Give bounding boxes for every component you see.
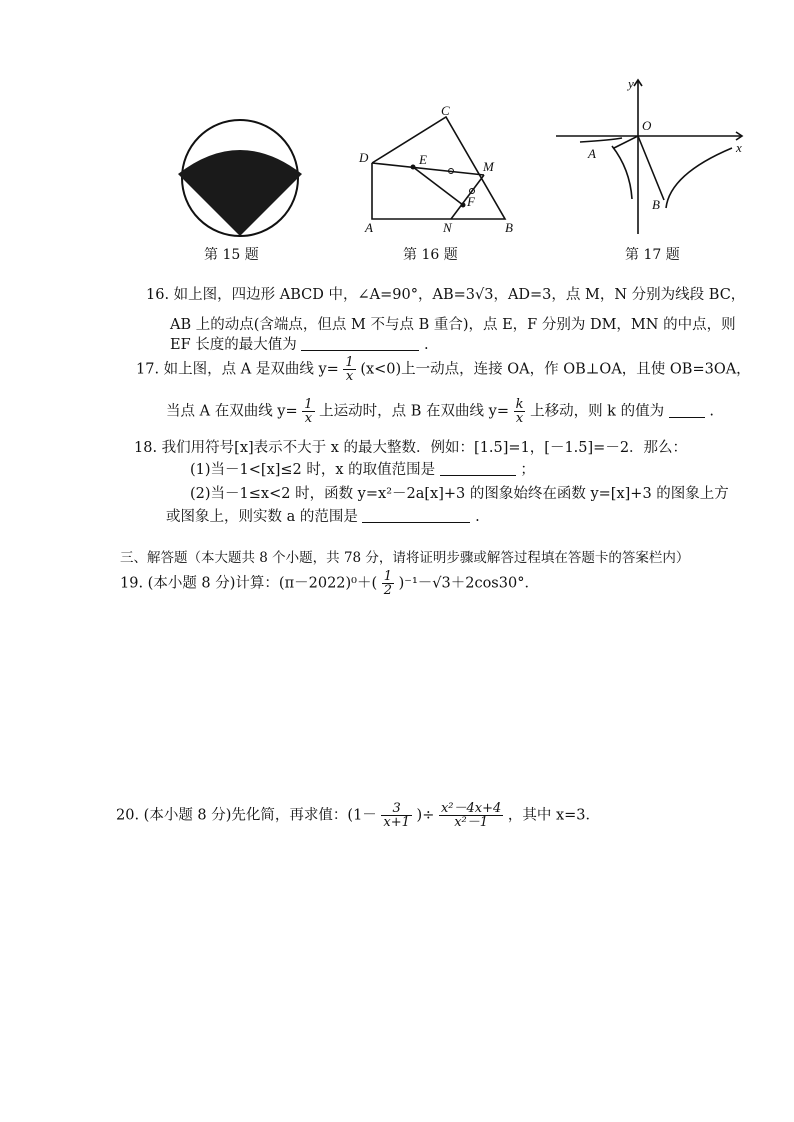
q16-line2: AB 上的动点(含端点，但点 M 不与点 B 重合)，点 E，F 分别为 DM，MN 的中点，则	[170, 317, 736, 333]
label-a17: A	[588, 146, 596, 161]
segment-oa	[614, 136, 638, 148]
q17-l1b: (x<0)上一动点，连接 OA，作 OB⊥OA，且使 OB=3OA，	[360, 361, 751, 378]
label-b: B	[505, 220, 513, 235]
hyperbola-k	[666, 148, 732, 208]
figure-15	[170, 118, 312, 240]
q19-frac: $\frac{1}{2}$	[383, 569, 393, 598]
label-c: C	[441, 105, 450, 118]
label-m: M	[483, 159, 494, 174]
figure-15-sector	[178, 150, 302, 236]
q18-l4b: .	[475, 509, 480, 525]
label-e: E	[419, 152, 427, 167]
segment-dm	[372, 163, 484, 175]
q18-line2	[190, 458, 535, 479]
q18-answer1-blank[interactable]	[440, 461, 516, 476]
label-f: F	[467, 194, 475, 209]
q17-line1	[136, 356, 751, 383]
q17-line2	[166, 398, 714, 425]
q17-l2b: 上运动时，点 B 在双曲线 y=	[319, 403, 509, 420]
q17-l2a: 当点 A 在双曲线 y=	[166, 403, 298, 420]
q18-line1: 18. 我们用符号[x]表示不大于 x 的最大整数．例如：[1.5]=1，[－1.5]=－2．那么：	[134, 440, 688, 456]
q16-line3-text: EF 长度的最大值为	[170, 337, 297, 353]
label-a: A	[365, 220, 373, 235]
label-o: O	[642, 118, 652, 133]
q20-line	[116, 802, 600, 829]
figure-16-caption: 第 16 题	[403, 247, 458, 263]
q20-prefix: 20. (本小题 8 分)先化简，再求值：(1－	[116, 807, 377, 824]
label-d: D	[359, 150, 369, 165]
q18-l4a: 或图象上，则实数 a 的范围是	[166, 509, 358, 525]
q16-line1: 16. 如上图，四边形 ABCD 中，∠A=90°，AB=3√3，AD=3，点 M，N 分别为线段 BC，	[146, 287, 746, 303]
label-b17: B	[652, 197, 660, 212]
label-n: N	[443, 220, 452, 235]
figure-15-caption: 第 15 题	[204, 247, 259, 263]
q17-frac2: $\frac{1}{x}$	[304, 397, 313, 426]
q16-line3	[170, 333, 429, 354]
q17-l2d: .	[709, 403, 714, 420]
label-y: y	[628, 76, 634, 91]
q18-answer2-blank[interactable]	[362, 508, 470, 523]
figure-16	[355, 105, 525, 235]
q16-answer-blank[interactable]	[301, 336, 419, 351]
q17-l1a: 17. 如上图，点 A 是双曲线 y=	[136, 361, 339, 378]
q18-l2a: (1)当－1<[x]≤2 时，x 的取值范围是	[190, 462, 436, 478]
q18-l2b: ；	[520, 462, 535, 478]
figure-17	[552, 74, 752, 238]
label-x: x	[736, 140, 742, 155]
q19-line	[120, 570, 539, 597]
q16-line3-end: .	[423, 337, 429, 353]
q19-prefix: 19. (本小题 8 分)计算：(π－2022)⁰＋(	[120, 575, 378, 592]
q20-suffix: ，其中 x=3．	[507, 807, 601, 824]
section-3-heading: 三、解答题（本大题共 8 个小题，共 78 分，请将证明步骤或解答过程填在答题卡的答案栏内）	[120, 550, 690, 566]
q19-suffix: )⁻¹－√3＋2cos30°．	[398, 575, 539, 592]
segment-ob	[638, 136, 664, 200]
q17-frac3: $\frac{k}{x}$	[515, 397, 524, 426]
q17-l2c: 上移动，则 k 的值为	[530, 403, 665, 420]
q17-answer-blank[interactable]	[669, 403, 705, 418]
q20-frac1: $\frac{3}{x+1}$	[383, 801, 410, 830]
q20-mid: )÷	[416, 807, 435, 824]
figure-17-caption: 第 17 题	[625, 247, 680, 263]
q17-frac1: $\frac{1}{x}$	[345, 355, 354, 384]
q18-line3: (2)当－1≤x<2 时，函数 y=x²－2a[x]+3 的图象始终在函数 y=[x]+3 的图象上方	[190, 486, 729, 502]
q20-frac2: $\frac{\text{x²－4x+4}}{\text{x²－1}}$	[440, 801, 502, 830]
q18-line4	[166, 505, 480, 526]
